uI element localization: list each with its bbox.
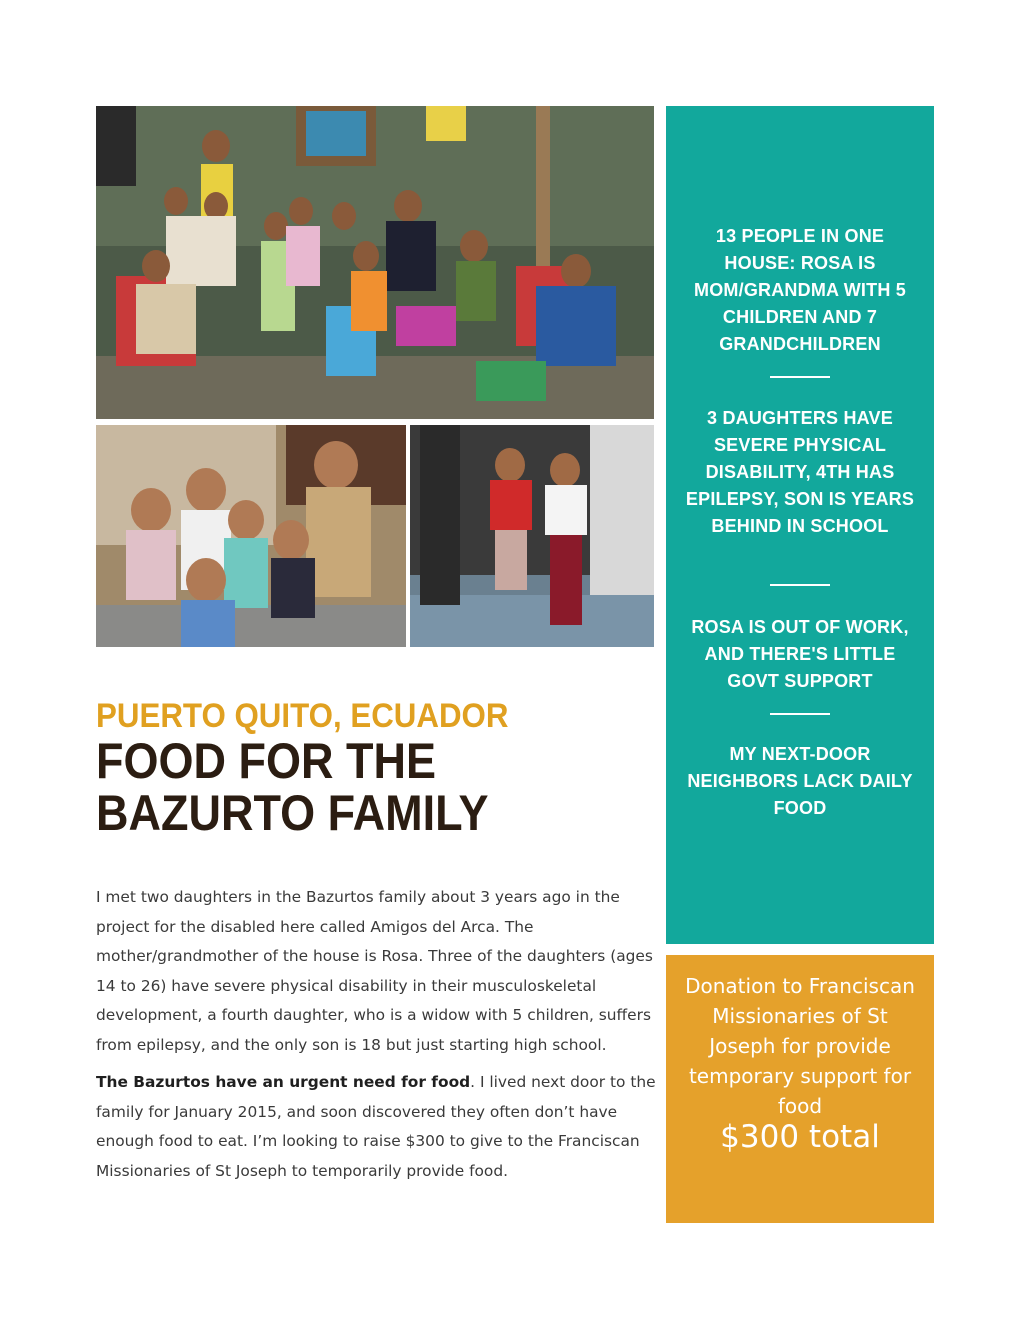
divider — [770, 713, 830, 715]
donation-description: Donation to Franciscan Missionaries of St Joseph for provide temporary support for food — [685, 974, 915, 1118]
fact-work: ROSA IS OUT OF WORK, AND THERE'S LITTLE GOVT SUPPORT — [691, 617, 909, 691]
children-photo — [96, 425, 406, 647]
location-heading: PUERTO QUITO, ECUADOR — [96, 697, 509, 735]
divider — [770, 376, 830, 378]
paragraph-need — [96, 1068, 656, 1186]
donation-total: $300 total — [720, 1119, 880, 1155]
fact-household: 13 PEOPLE IN ONE HOUSE: ROSA IS MOM/GRANDMA WITH 5 CHILDREN AND 7 GRANDCHILDREN — [694, 226, 906, 354]
two-children-photo — [410, 425, 654, 647]
divider — [770, 584, 830, 586]
page-title: FOOD FOR THE BAZURTO FAMILY — [96, 733, 489, 841]
family-group-photo — [96, 106, 654, 419]
body-text — [96, 883, 656, 1194]
facts-panel — [666, 106, 934, 944]
paragraph-need-lead: The Bazurtos have an urgent need for food — [96, 1073, 471, 1091]
fact-food: MY NEXT-DOOR NEIGHBORS LACK DAILY FOOD — [687, 744, 913, 818]
paragraph-need-rest: . I lived next door to the family for January 2015, and soon discovered they often don’t have enough food to eat. I’m looking to raise $300 to give to the Franciscan Missionaries of St Joseph to temporarily provide food. — [96, 1073, 656, 1180]
fact-disabilities: 3 DAUGHTERS HAVE SEVERE PHYSICAL DISABILITY, 4TH HAS EPILEPSY, SON IS YEARS BEHIND IN SCHOOL — [685, 408, 915, 536]
donation-panel — [666, 955, 934, 1223]
paragraph-intro: I met two daughters in the Bazurtos family about 3 years ago in the project for the disabled here called Amigos del Arca. The mother/grandmother of the house is Rosa. Three of the daughters (ages 14 to 26) have severe physical disability in their musculoskeletal development, a fourth daughter, who is a widow with 5 children, suffers from epilepsy, and the only son is 18 but just starting high school. — [96, 888, 653, 1054]
